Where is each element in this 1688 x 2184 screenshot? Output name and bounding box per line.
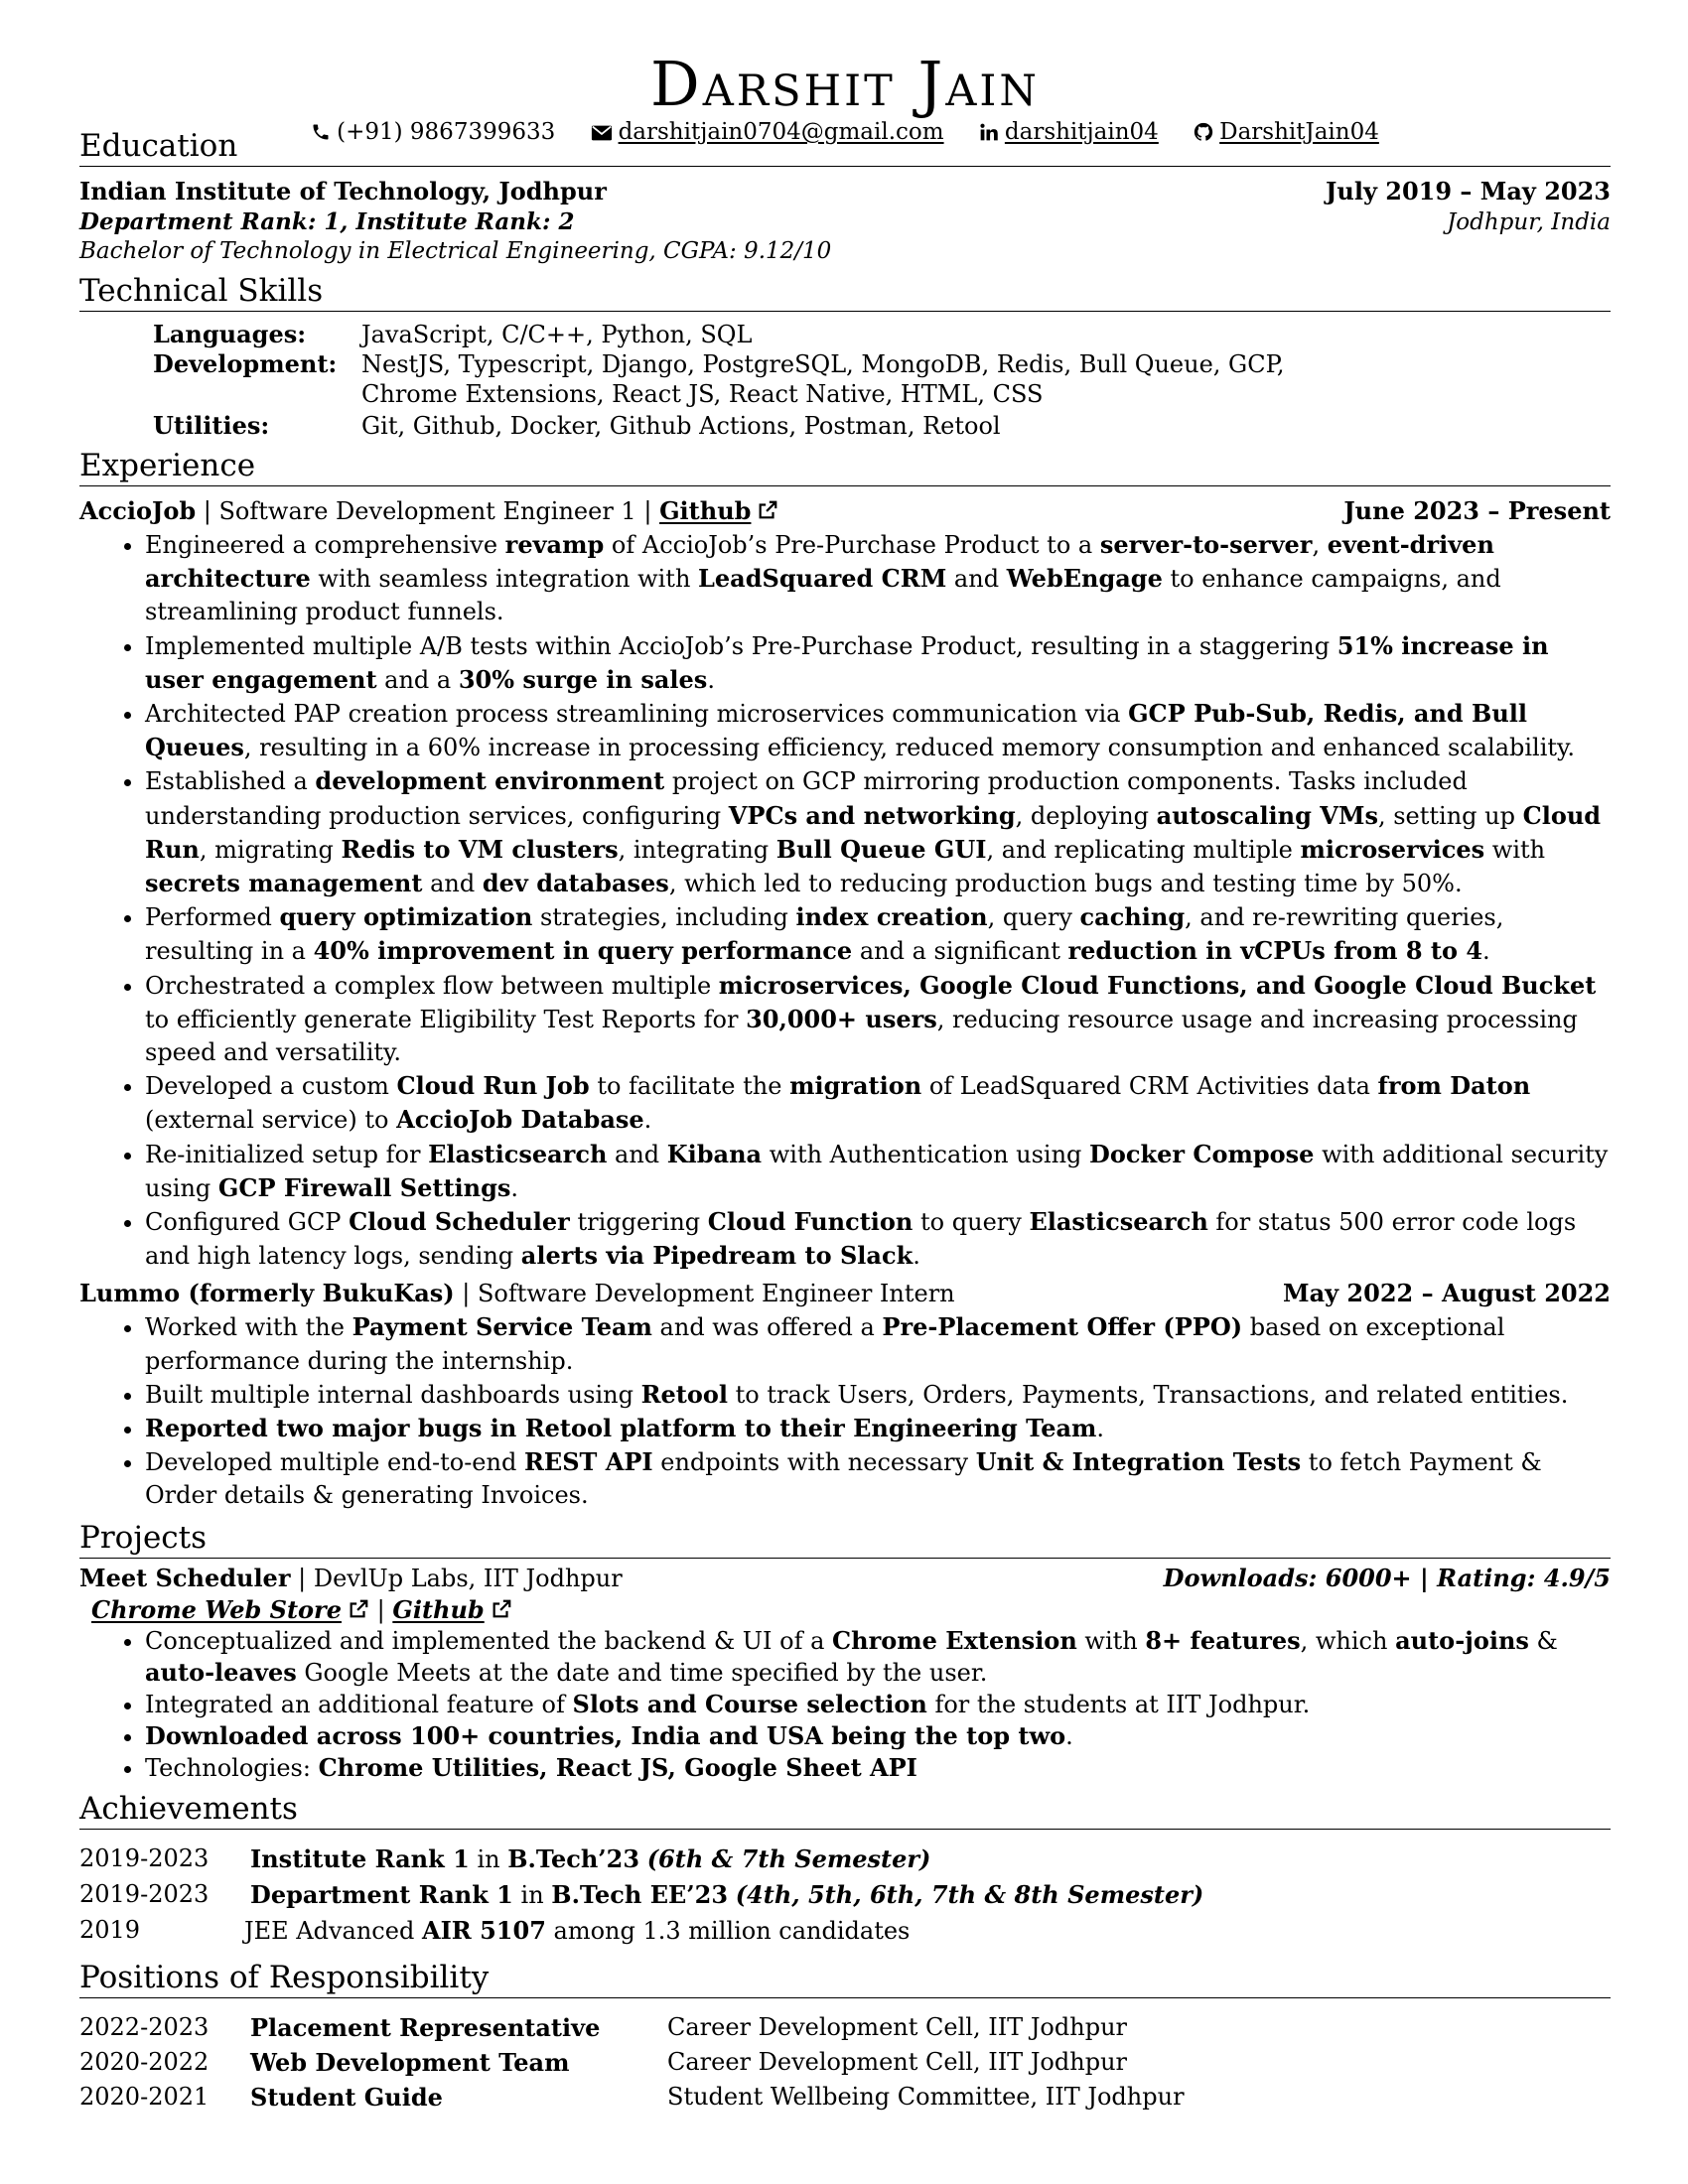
bold-text: Bull Queue GUI: [775, 834, 987, 864]
bold-text: REST API: [523, 1447, 653, 1477]
text: , and replicating multiple: [986, 835, 1301, 864]
bullet-item: [145, 1445, 1611, 1512]
institute-name: Indian Institute of Technology, Jodhpur: [79, 177, 607, 205]
project-bullets: [79, 1625, 1611, 1784]
project-github-link[interactable]: Github: [392, 1594, 485, 1624]
text: .: [643, 1106, 652, 1135]
bullet-item: [145, 1752, 1611, 1784]
linkedin-link[interactable]: darshitjain04: [1004, 119, 1159, 145]
position-org: Career Development Cell, IIT Jodhpur: [667, 2012, 1127, 2041]
text: .: [1065, 1721, 1073, 1750]
achievement-row: [79, 1842, 1611, 1877]
email-contact: [591, 119, 951, 145]
text: .: [510, 1173, 519, 1202]
text: , reducing resource usage and increasing processing speed and versatility.: [145, 1005, 1578, 1067]
bold-text: Cloud Run Job: [396, 1071, 590, 1101]
bold-text: secrets management: [145, 869, 423, 898]
text: and a: [376, 665, 459, 694]
bold-text: server-to-server: [1099, 530, 1313, 559]
achievements-heading: Achievements: [79, 1792, 1611, 1830]
text: based on exceptional performance during the internship.: [145, 1313, 1505, 1375]
bold-text: LeadSquared CRM: [698, 564, 947, 594]
bullet-item: [145, 1138, 1611, 1205]
phone-number: (+91) 9867399633: [337, 119, 556, 145]
job-role: Software Development Engineer Intern: [477, 1280, 955, 1308]
text: to track Users, Orders, Payments, Transactions, and related entities.: [728, 1380, 1569, 1409]
bold-text: auto-leaves: [145, 1657, 297, 1687]
bold-text: dev databases: [482, 869, 669, 898]
job-dates: May 2022 – August 2022: [1283, 1279, 1611, 1308]
position-row: [79, 2010, 1611, 2045]
bold-text: Unit & Integration Tests: [975, 1447, 1302, 1477]
bullet-item: [145, 1412, 1611, 1445]
text: of AccioJob’s Pre-Purchase Product to a: [604, 531, 1100, 559]
positions-heading: Positions of Responsibility: [79, 1961, 1611, 1998]
text: among 1.3 million candidates: [545, 1916, 911, 1945]
bold-text: Cloud Run: [145, 800, 1602, 864]
contact-bar: [79, 117, 1611, 147]
text: with: [1484, 835, 1546, 864]
bold-text: revamp: [504, 530, 605, 559]
bullet-item: [145, 528, 1611, 629]
linkedin-icon: [979, 122, 999, 142]
projects-heading: Projects: [79, 1521, 1611, 1559]
position-row: [79, 2045, 1611, 2080]
text: to query: [913, 1208, 1030, 1237]
github-contact: [1194, 119, 1379, 145]
bold-text: Downloaded across 100+ countries, India and USA being the top two: [145, 1720, 1066, 1750]
bold-text: query optimization: [279, 902, 533, 932]
text: , setting up: [1377, 801, 1523, 830]
bold-text: microservices, Google Cloud Functions, and Google Cloud Bucket: [718, 970, 1597, 1000]
external-link-icon: [491, 1598, 512, 1620]
bold-text: 30% surge in sales: [458, 664, 708, 694]
achievement-row: [79, 1877, 1611, 1913]
bold-text: GCP Firewall Settings: [217, 1172, 511, 1202]
bold-text: Chrome Extension: [832, 1625, 1077, 1655]
bold-text: WebEngage: [1006, 564, 1163, 594]
text: , and re-rewriting queries, resulting in a: [145, 903, 1504, 966]
bullet-item: [145, 969, 1611, 1070]
text: Performed: [145, 903, 280, 932]
skill-value: Git, Github, Docker, Github Actions, Postman, Retool: [361, 412, 1001, 440]
bold-text: AccioJob Database: [396, 1105, 644, 1135]
bold-text: Reported two major bugs in Retool platform to their Engineering Team: [145, 1414, 1097, 1443]
text: , which led to reducing production bugs and testing time by 50%.: [668, 870, 1463, 898]
bold-text: Slots and Course selection: [572, 1689, 927, 1718]
bold-text: reduction in vCPUs from 8 to 4: [1067, 936, 1483, 966]
text: to enhance campaigns, and streamlining product funnels.: [145, 565, 1501, 626]
text: Configured GCP: [145, 1208, 350, 1237]
text: .: [1096, 1415, 1105, 1443]
project-org: DevlUp Labs, IIT Jodhpur: [313, 1564, 623, 1592]
position-years: 2020-2021: [79, 2082, 210, 2111]
bullet-item: [145, 1205, 1611, 1273]
bold-text: event-driven architecture: [145, 530, 1494, 594]
skill-value: NestJS, Typescript, Django, PostgreSQL, MongoDB, Redis, Bull Queue, GCP, Chrome Extensions, React JS, React Native, HTML, CSS: [361, 350, 1285, 408]
skills-heading: Technical Skills: [79, 274, 1611, 312]
bold-text: AIR 5107: [421, 1915, 546, 1945]
job-github-link[interactable]: Github: [659, 496, 752, 525]
phone-icon: [311, 122, 331, 142]
bullet-item: [145, 764, 1611, 900]
text: Orchestrated a complex flow between multiple: [145, 971, 719, 1000]
job-bullets: [79, 1310, 1611, 1512]
job-company: Lummo (formerly BukuKas): [79, 1279, 455, 1308]
bold-text: Institute Rank 1: [250, 1843, 470, 1873]
education-location: Jodhpur, India: [1447, 209, 1611, 235]
linkedin-contact: [979, 119, 1166, 145]
bullet-item: [145, 1689, 1611, 1720]
job-company: AccioJob: [79, 496, 197, 525]
skill-value: JavaScript, C/C++, Python, SQL: [361, 321, 753, 348]
bold-text: index creation: [795, 902, 988, 932]
skill-item: [153, 349, 1611, 409]
text: of LeadSquared CRM Activities data: [921, 1072, 1378, 1101]
achievement-text: [244, 1913, 1611, 1949]
external-link-icon: [757, 499, 778, 521]
bold-text: 40% improvement in query performance: [313, 936, 853, 966]
github-profile-link[interactable]: DarshitJain04: [1219, 119, 1379, 145]
text: Developed a custom: [145, 1072, 397, 1101]
text: and: [422, 870, 483, 898]
text: , migrating: [199, 835, 342, 864]
bold-text: alerts via Pipedream to Slack: [520, 1241, 914, 1271]
education-row: [79, 175, 1611, 207]
text: Established a: [145, 767, 316, 796]
achievement-year: 2019-2023: [79, 1843, 210, 1872]
project-header: Meet Scheduler | DevlUp Labs, IIT Jodhpur Downloads: 6000+ | Rating: 4.9/5: [79, 1563, 1611, 1592]
bold-text: Cloud Scheduler: [349, 1207, 570, 1237]
text: .: [913, 1242, 920, 1271]
text: and: [607, 1140, 667, 1168]
job-header: AccioJob | Software Development Engineer 1 | Github June 2023 – Present: [79, 496, 1611, 525]
position-years: 2022-2023: [79, 2012, 210, 2041]
text: Implemented multiple A/B tests within AccioJob’s Pre-Purchase Product, resulting in a staggering: [145, 631, 1337, 660]
text: to facilitate the: [589, 1072, 790, 1101]
text: Worked with the: [145, 1313, 352, 1342]
position-role: Student Guide: [250, 2082, 443, 2112]
text: with seamless integration with: [310, 565, 699, 594]
bold-text: GCP Pub-Sub, Redis, and Bull Queues: [145, 699, 1528, 762]
bold-text: migration: [789, 1071, 922, 1101]
achievement-year: 2019: [79, 1915, 141, 1944]
position-org: Student Wellbeing Committee, IIT Jodhpur: [667, 2082, 1185, 2111]
text: to efficiently generate Eligibility Test Reports for: [145, 1005, 747, 1033]
text: Re-initialized setup for: [145, 1140, 429, 1168]
text: project on GCP mirroring production components. Tasks included understanding production services, configuring: [145, 767, 1468, 830]
text: Conceptualized and implemented the backend & UI of a: [145, 1626, 833, 1655]
text: .: [707, 665, 715, 694]
bullet-item: [145, 900, 1611, 968]
bold-text: development environment: [315, 766, 665, 796]
position-org: Career Development Cell, IIT Jodhpur: [667, 2047, 1127, 2076]
text: , which: [1300, 1626, 1396, 1655]
bold-text: 8+ features: [1145, 1625, 1301, 1655]
achievement-text: [250, 1842, 1611, 1877]
text: with: [1076, 1626, 1146, 1655]
bold-text: Cloud Function: [707, 1207, 914, 1237]
bold-text: 30,000+ users: [746, 1004, 937, 1033]
education-degree: Bachelor of Technology in Electrical Engineering, CGPA: 9.12/10: [79, 238, 832, 264]
bold-text: microservices: [1300, 834, 1485, 864]
text: to fetch Payment & Order details & generating Invoices.: [145, 1448, 1542, 1510]
education-rank: Department Rank: 1, Institute Rank: 2: [79, 208, 575, 235]
text: , resulting in a 60% increase in processing efficiency, reduced memory consumption and enhanced scalability.: [243, 734, 1576, 762]
text: endpoints with necessary: [652, 1448, 976, 1477]
text: Engineered a comprehensive: [145, 531, 505, 559]
bullet-item: [145, 697, 1611, 764]
text: Architected PAP creation process streamlining microservices communication via: [145, 700, 1129, 729]
text: , query: [987, 903, 1080, 932]
project-links: Chrome Web Store | Github: [79, 1595, 1611, 1625]
education-subrow: [79, 207, 1611, 237]
bullet-item: [145, 1625, 1611, 1689]
bullet-item: [145, 1069, 1611, 1137]
education-dates: July 2019 – May 2023: [1326, 177, 1611, 205]
text: in: [512, 1880, 552, 1909]
position-role: Placement Representative: [250, 2012, 601, 2042]
experience-heading: Experience: [79, 449, 1611, 486]
skill-item: [153, 320, 1611, 349]
bold-text: VPCs and networking: [728, 800, 1016, 830]
bold-text: Payment Service Team: [352, 1312, 652, 1342]
project-name: Meet Scheduler: [79, 1563, 291, 1592]
positions-table: [79, 2010, 1611, 2115]
text: triggering: [569, 1208, 708, 1237]
achievement-text: [250, 1877, 1611, 1913]
skill-label: Development:: [153, 349, 338, 378]
text: (external service) to: [145, 1106, 397, 1135]
text: and: [946, 565, 1007, 594]
bullet-item: [145, 1310, 1611, 1377]
text: Google Meets at the date and time specified by the user.: [296, 1658, 988, 1687]
resume-page: [79, 50, 1611, 2115]
position-role: Web Development Team: [250, 2047, 570, 2077]
github-icon: [1194, 122, 1213, 142]
email-link[interactable]: darshitjain0704@gmail.com: [618, 119, 944, 145]
text: JEE Advanced: [244, 1916, 422, 1945]
text: &: [1528, 1626, 1558, 1655]
position-row: [79, 2080, 1611, 2115]
text: with additional security using: [145, 1140, 1609, 1202]
bold-text: Redis to VM clusters: [341, 834, 619, 864]
achievements-table: [79, 1842, 1611, 1949]
project-stats: Downloads: 6000+ | Rating: 4.9/5: [1163, 1563, 1611, 1592]
bold-text: caching: [1079, 902, 1186, 932]
text: Developed multiple end-to-end: [145, 1448, 524, 1477]
text: [728, 1881, 736, 1909]
bold-text: 51% increase in user engagement: [145, 630, 1549, 694]
achievement-year: 2019-2023: [79, 1879, 210, 1908]
candidate-name: Darshit Jain: [650, 48, 1040, 120]
skill-item: [153, 411, 1611, 441]
text: ,: [1312, 531, 1328, 559]
job-role: Software Development Engineer 1: [218, 497, 636, 525]
italic-text: (4th, 5th, 6th, 7th & 8th Semester): [735, 1879, 1204, 1909]
text: for the students at IIT Jodhpur.: [926, 1690, 1311, 1718]
bold-text: B.Tech’23: [507, 1843, 640, 1873]
bullet-item: [145, 1378, 1611, 1412]
job-bullets: [79, 528, 1611, 1273]
bold-text: auto-joins: [1395, 1625, 1529, 1655]
text: with Authentication using: [762, 1140, 1090, 1168]
text: [639, 1845, 647, 1873]
bold-text: from Daton: [1377, 1071, 1531, 1101]
text: Integrated an additional feature of: [145, 1690, 573, 1718]
bullet-item: [145, 1720, 1611, 1752]
bold-text: Docker Compose: [1089, 1139, 1315, 1168]
chrome-web-store-link[interactable]: Chrome Web Store: [91, 1594, 342, 1624]
skill-label: Languages:: [153, 320, 307, 348]
text: , integrating: [618, 835, 776, 864]
text: in: [469, 1844, 508, 1873]
text: and a significant: [852, 937, 1068, 966]
bold-text: Department Rank 1: [250, 1879, 513, 1909]
bullet-item: [145, 629, 1611, 697]
text: .: [1482, 937, 1490, 966]
position-years: 2020-2022: [79, 2047, 210, 2076]
bold-text: Pre-Placement Offer (PPO): [882, 1312, 1243, 1342]
skill-label: Utilities:: [153, 411, 270, 440]
text: strategies, including: [532, 903, 796, 932]
job-header: Lummo (formerly BukuKas) | Software Development Engineer Intern May 2022 – August 2022: [79, 1279, 1611, 1308]
bold-text: B.Tech EE’23: [551, 1879, 729, 1909]
education-heading: Education: [79, 129, 1611, 167]
text: Technologies:: [145, 1753, 319, 1782]
text: and was offered a: [651, 1313, 883, 1342]
phone-contact: [311, 119, 562, 145]
italic-text: (6th & 7th Semester): [646, 1843, 931, 1873]
bold-text: Chrome Utilities, React JS, Google Sheet API: [318, 1752, 917, 1782]
text: Built multiple internal dashboards using: [145, 1380, 641, 1409]
envelope-icon: [591, 124, 613, 142]
bold-text: Elasticsearch: [428, 1139, 608, 1168]
text: for status 500 error code logs and high latency logs, sending: [145, 1208, 1577, 1271]
bold-text: Retool: [640, 1379, 729, 1409]
skills-list: [79, 320, 1611, 441]
external-link-icon: [348, 1598, 369, 1620]
text: , deploying: [1015, 801, 1157, 830]
job-dates: June 2023 – Present: [1343, 496, 1611, 525]
bold-text: autoscaling VMs: [1156, 800, 1378, 830]
achievement-row: [79, 1913, 1611, 1949]
bold-text: Elasticsearch: [1029, 1207, 1208, 1237]
bold-text: Kibana: [666, 1139, 763, 1168]
